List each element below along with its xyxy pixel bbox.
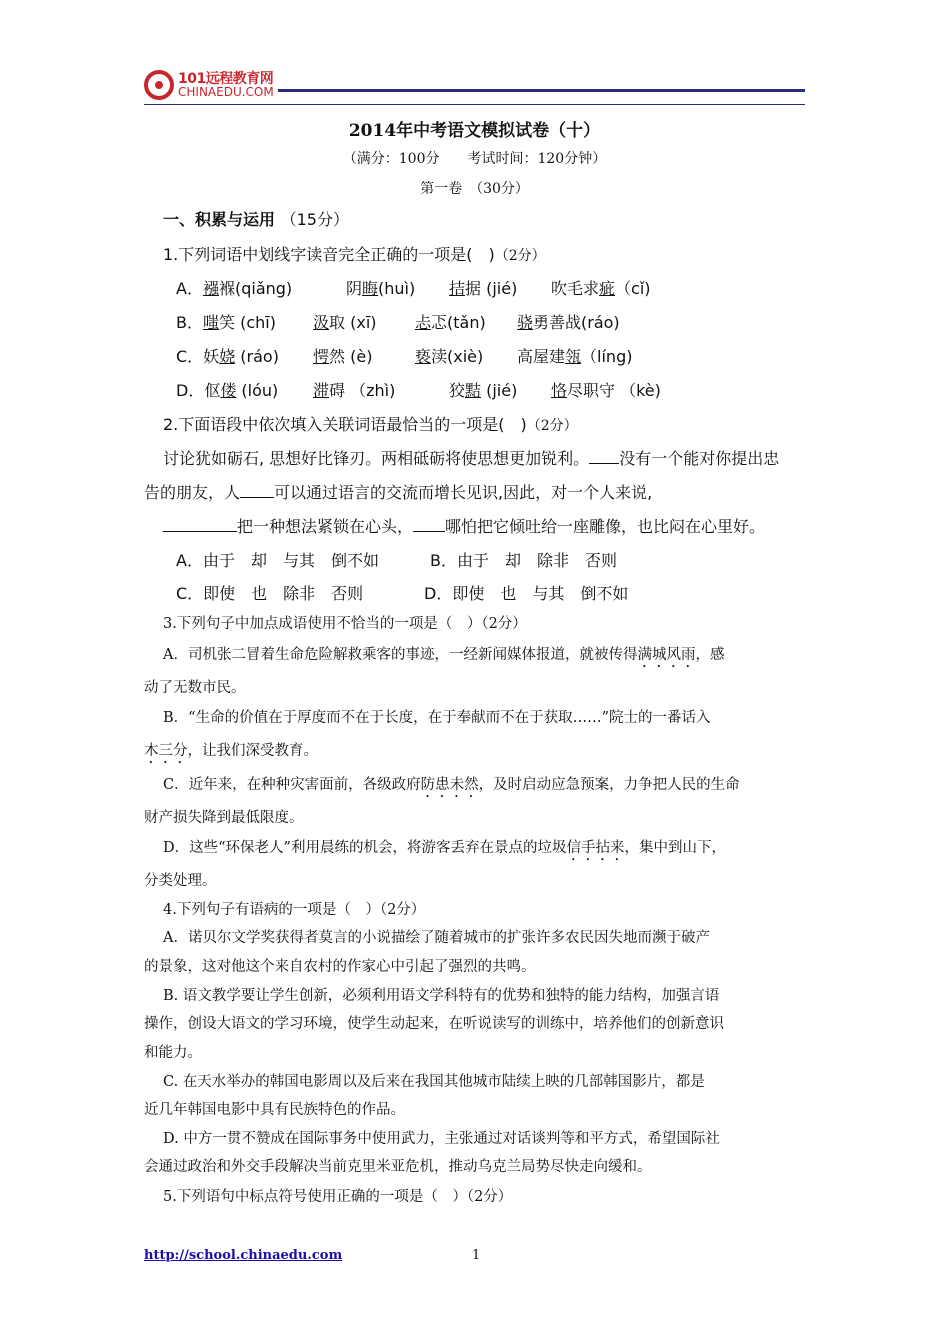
dotted-idiom: 信手拈来 (566, 840, 625, 856)
exam-info: （满分：100分 考试时间：120分钟） (342, 151, 607, 167)
q1-option-c-4: 高屋建瓴（líng) (517, 347, 633, 366)
section-points: （15分） (280, 210, 349, 229)
q1-option-c-3: 亵渎(xiè) (415, 347, 484, 366)
q2-option-d: D．即使 也 与其 倒不如 (424, 584, 629, 603)
q2-paragraph-line-1: 讨论犹如砺石, 思想好比锋刃。两相砥砺将使思想更加锐利。 没有一个能对你提出忠 (163, 449, 780, 468)
q1-option-a-2: 阴晦(huì) (346, 279, 416, 298)
q3-option-b-line-1: B．“生命的价值在于厚度而不在于长度，在于奉献而不在于获取……”院士的一番话入 (163, 710, 711, 726)
q1-option-a-3: 拮据 (jié) (449, 279, 518, 298)
footer-link[interactable]: http://school.chinaedu.com (144, 1248, 343, 1263)
q1-option-a-4: 吹毛求疵（cǐ) (551, 279, 651, 298)
header-rule (278, 89, 805, 92)
q2-paragraph-line-2: 告的朋友，人 可以通过语言的交流而增长见识,因此，对一个人来说, (144, 483, 653, 502)
question-1-stem (163, 242, 546, 265)
q1-option-b: B．嗤笑 (chī) (176, 313, 276, 332)
q1-option-b-3: 忐忑(tǎn) (415, 313, 486, 332)
answer-blank[interactable] (163, 517, 237, 532)
header-rule-thin (144, 104, 805, 105)
question-text: 1.下列词语中划线字读音完全正确的一项是( ) (163, 245, 495, 264)
q3-option-a-line-2: 动了无数市民。 (144, 680, 246, 696)
logo-text: 101远程教育网 (178, 71, 274, 87)
question-points: （2分） (494, 248, 546, 264)
logo (144, 68, 284, 104)
answer-blank[interactable] (413, 517, 445, 532)
dotted-idiom: 满城风雨 (637, 647, 696, 663)
q3-option-b-line-2: 木三分，让我们深受教育。 (144, 743, 318, 759)
answer-blank[interactable] (240, 483, 274, 498)
question-points: （2分） (526, 418, 578, 434)
q2-option-c: C．即使 也 除非 否则 (176, 584, 364, 603)
q3-option-d-line-2: 分类处理。 (144, 873, 217, 889)
q3-option-c-line-1: C．近年来，在种种灾害面前，各级政府防患未然，及时启动应急预案，力争把人民的生命 (163, 777, 740, 793)
q4-option-a-line-2: 的景象，这对他这个来自农村的作家心中引起了强烈的共鸣。 (144, 959, 536, 975)
answer-blank[interactable] (589, 449, 619, 464)
q4-option-d-line-1: D. 中方一贯不赞成在国际事务中使用武力，主张通过对话谈判等和平方式，希望国际社 (163, 1131, 720, 1147)
question-text: 2.下面语段中依次填入关联词语最恰当的一项是( ) (163, 415, 527, 434)
q4-option-c-line-2: 近几年韩国电影中具有民族特色的作品。 (144, 1102, 405, 1118)
volume-heading: 第一卷 （30分） (420, 181, 529, 197)
q2-option-b: B．由于 却 除非 否则 (430, 551, 617, 570)
q4-option-c-line-1: C. 在天水举办的韩国电影周以及后来在我国其他城市陆续上映的几部韩国影片，都是 (163, 1074, 705, 1090)
q1-option-d-2: 滞碍 （zhì) (313, 381, 396, 400)
dotted-idiom: 防患未然 (420, 777, 479, 793)
question-2-stem (163, 412, 578, 435)
q1-option-d: D．伛偻 (lóu) (176, 381, 279, 400)
question-5-stem: 5.下列语句中标点符号使用正确的一项是（ ）（2分） (163, 1189, 513, 1205)
q4-option-a-line-1: A．诺贝尔文学奖获得者莫言的小说描绘了随着城市的扩张许多农民因失地而濒于破产 (163, 930, 710, 946)
q1-option-d-3: 狡黠 (jié) (449, 381, 518, 400)
q1-option-b-2: 汲取 (xī) (313, 313, 377, 332)
q3-option-a-line-1: A．司机张二冒着生命危险解救乘客的事迹，一经新闻媒体报道，就被传得满城风雨，感 (163, 647, 725, 663)
logo-subtext: CHINAEDU.COM (178, 85, 274, 99)
q4-option-b-line-1: B. 语文教学要让学生创新，必须利用语文学科特有的优势和独特的能力结构，加强言语 (163, 988, 720, 1004)
q3-option-c-line-2: 财产损失降到最低限度。 (144, 810, 304, 826)
q3-option-d-line-1: D．这些“环保老人”利用晨练的机会，将游客丢弃在景点的垃圾信手拈来，集中到山下， (163, 840, 726, 856)
question-4-stem: 4.下列句子有语病的一项是（ ）（2分） (163, 902, 426, 918)
page-number: 1 (472, 1248, 481, 1263)
q2-paragraph-line-3: 把一种想法紧锁在心头， 哪怕把它倾吐给一座雕像，也比闷在心里好。 (163, 514, 765, 537)
q2-option-a: A．由于 却 与其 倒不如 (176, 551, 379, 570)
q4-option-d-line-2: 会通过政治和外交手段解决当前克里米亚危机，推动乌克兰局势尽快走向缓和。 (144, 1159, 652, 1175)
question-3-stem: 3.下列句子中加点成语使用不恰当的一项是（ ）（2分） (163, 616, 527, 632)
section-heading (163, 207, 349, 230)
section-label: 一、积累与运用 (163, 210, 276, 229)
q4-option-b-line-2: 操作，创设大语文的学习环境，使学生动起来，在听说读写的训练中，培养他们的创新意识 (144, 1016, 724, 1032)
logo-mark-icon (144, 70, 174, 100)
q1-option-b-4: 骁勇善战(ráo) (517, 313, 620, 332)
q4-option-b-line-3: 和能力。 (144, 1045, 202, 1061)
q1-option-d-4: 恪尽职守 （kè) (551, 381, 661, 400)
q1-option-c-2: 愕然 (è) (313, 347, 373, 366)
q1-option-c: C．妖娆 (ráo) (176, 347, 279, 366)
dotted-idiom: 木三分 (144, 743, 188, 759)
page-title: 2014年中考语文模拟试卷（十） (348, 121, 601, 141)
q1-option-a: A．襁褓(qiǎng) (176, 279, 293, 298)
